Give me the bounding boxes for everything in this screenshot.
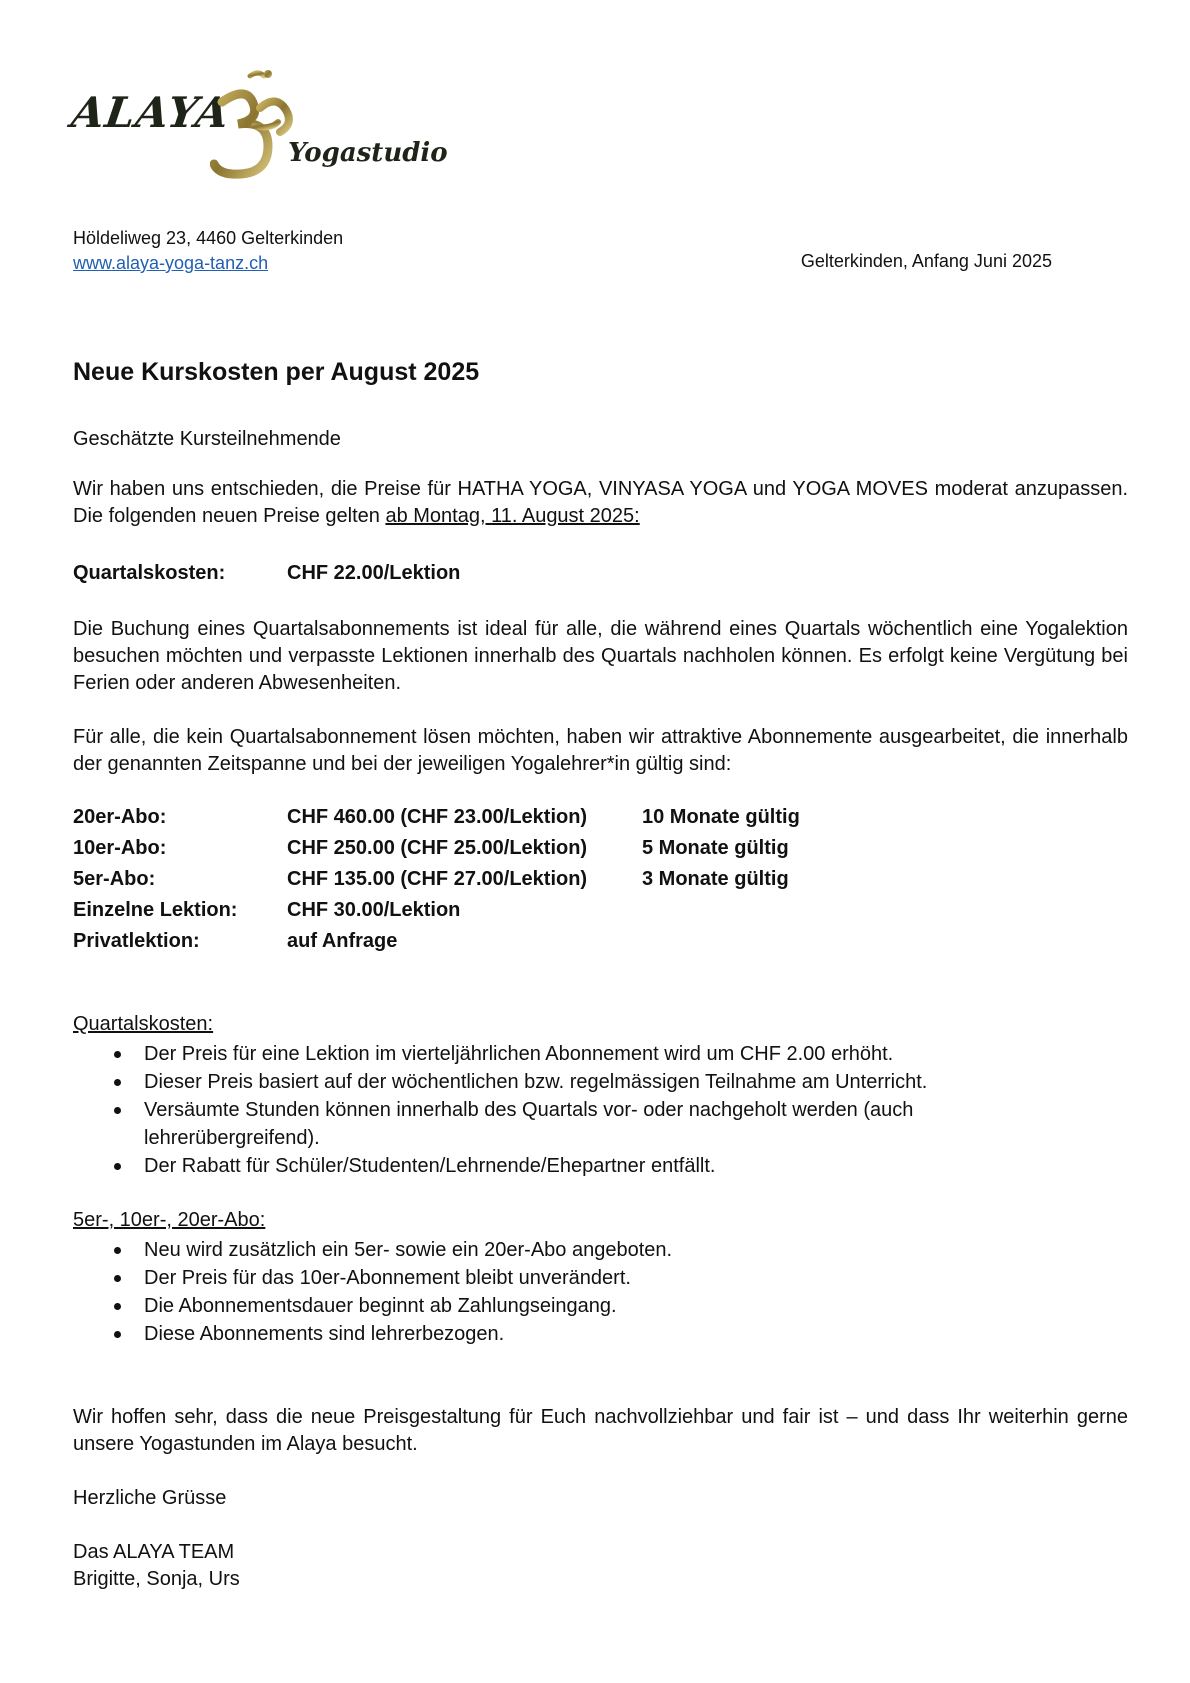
price-row	[73, 833, 1128, 863]
list-item: Der Preis für eine Lektion im vierteljährlichen Abonnement wird um CHF 2.00 erhöht.	[73, 1040, 1033, 1068]
signature-team: Das ALAYA TEAM	[73, 1541, 235, 1563]
signature-names: Brigitte, Sonja, Urs	[73, 1568, 240, 1590]
logo-subtitle: Yogastudio	[288, 138, 448, 168]
abo-paragraph: Für alle, die kein Quartalsabonnement lösen möchten, haben wir attraktive Abonnemente ausgearbeitet, die innerhalb der genannten Zeitspanne und bei der jeweiligen Yogalehrer*in gültig sind:	[73, 726, 1128, 775]
price-validity: 5 Monate gültig	[642, 837, 789, 859]
price-value: auf Anfrage	[287, 930, 398, 952]
list-item: Versäumte Stunden können innerhalb des Quartals vor- oder nachgeholt werden (auch lehrerübergreifend).	[73, 1096, 1033, 1152]
price-value: CHF 135.00 (CHF 27.00/Lektion)	[287, 868, 588, 890]
closing-paragraph: Wir hoffen sehr, dass die neue Preisgestaltung für Euch nachvollziehbar und fair ist – und dass Ihr weiterhin gerne unsere Yogastunden im Alaya besucht.	[73, 1406, 1128, 1455]
price-label: 20er-Abo:	[73, 806, 167, 828]
price-label: Privatlektion:	[73, 930, 200, 952]
abo-bullet-list	[73, 1236, 1033, 1348]
intro-date-underlined: ab Montag, 11. August 2025:	[385, 505, 640, 527]
greeting: Geschätzte Kursteilnehmende	[73, 428, 341, 450]
list-item: Der Rabatt für Schüler/Studenten/Lehrnende/Ehepartner entfällt.	[73, 1152, 1033, 1180]
price-label: 5er-Abo:	[73, 868, 156, 890]
intro-text: Wir haben uns entschieden, die Preise für HATHA YOGA, VINYASA YOGA und YOGA MOVES moderat anzupassen. Die folgenden neuen Preise gelten	[73, 478, 1128, 527]
price-value: CHF 250.00 (CHF 25.00/Lektion)	[287, 837, 588, 859]
intro-paragraph	[73, 476, 1128, 530]
list-item: Neu wird zusätzlich ein 5er- sowie ein 20er-Abo angeboten.	[73, 1236, 1033, 1264]
price-value: CHF 30.00/Lektion	[287, 899, 461, 921]
alaya-logo	[68, 68, 448, 186]
price-label: Einzelne Lektion:	[73, 899, 238, 921]
section-heading-quartal: Quartalskosten:	[73, 1013, 214, 1035]
list-item: Die Abonnementsdauer beginnt ab Zahlungseingang.	[73, 1292, 1033, 1320]
logo-wordmark: ALAYA	[68, 88, 233, 137]
list-item: Dieser Preis basiert auf der wöchentlichen bzw. regelmässigen Teilnahme am Unterricht.	[73, 1068, 1033, 1096]
street-address: Höldeliweg 23, 4460 Gelterkinden	[73, 228, 344, 248]
section-heading-abo: 5er-, 10er-, 20er-Abo:	[73, 1209, 266, 1231]
address-block	[73, 226, 343, 276]
quartal-price-value: CHF 22.00/Lektion	[287, 562, 461, 584]
quartal-price-row	[73, 558, 1128, 588]
website-link[interactable]: www.alaya-yoga-tanz.ch	[73, 253, 269, 273]
price-row	[73, 926, 1128, 956]
quartal-bullet-list	[73, 1040, 1033, 1180]
signature	[73, 1539, 1128, 1593]
price-validity: 3 Monate gültig	[642, 868, 789, 890]
price-value: CHF 460.00 (CHF 23.00/Lektion)	[287, 806, 588, 828]
regards: Herzliche Grüsse	[73, 1487, 227, 1509]
price-label: 10er-Abo:	[73, 837, 167, 859]
price-row	[73, 802, 1128, 832]
price-validity: 10 Monate gültig	[642, 806, 800, 828]
list-item: Der Preis für das 10er-Abonnement bleibt unverändert.	[73, 1264, 1033, 1292]
letter-date: Gelterkinden, Anfang Juni 2025	[800, 251, 1052, 271]
quartal-paragraph: Die Buchung eines Quartalsabonnements ist ideal für alle, die während eines Quartals wöchentlich eine Yogalektion besuchen möchten und verpasste Lektionen innerhalb des Quartals nachholen können. Es erfolgt keine Vergütung bei Ferien oder anderen Abwesenheiten.	[73, 618, 1128, 694]
om-symbol-icon	[210, 68, 300, 180]
price-row	[73, 864, 1128, 894]
list-item: Diese Abonnements sind lehrerbezogen.	[73, 1320, 1033, 1348]
price-row	[73, 895, 1128, 925]
quartal-price-label: Quartalskosten:	[73, 562, 226, 584]
page-title: Neue Kurskosten per August 2025	[73, 358, 480, 386]
